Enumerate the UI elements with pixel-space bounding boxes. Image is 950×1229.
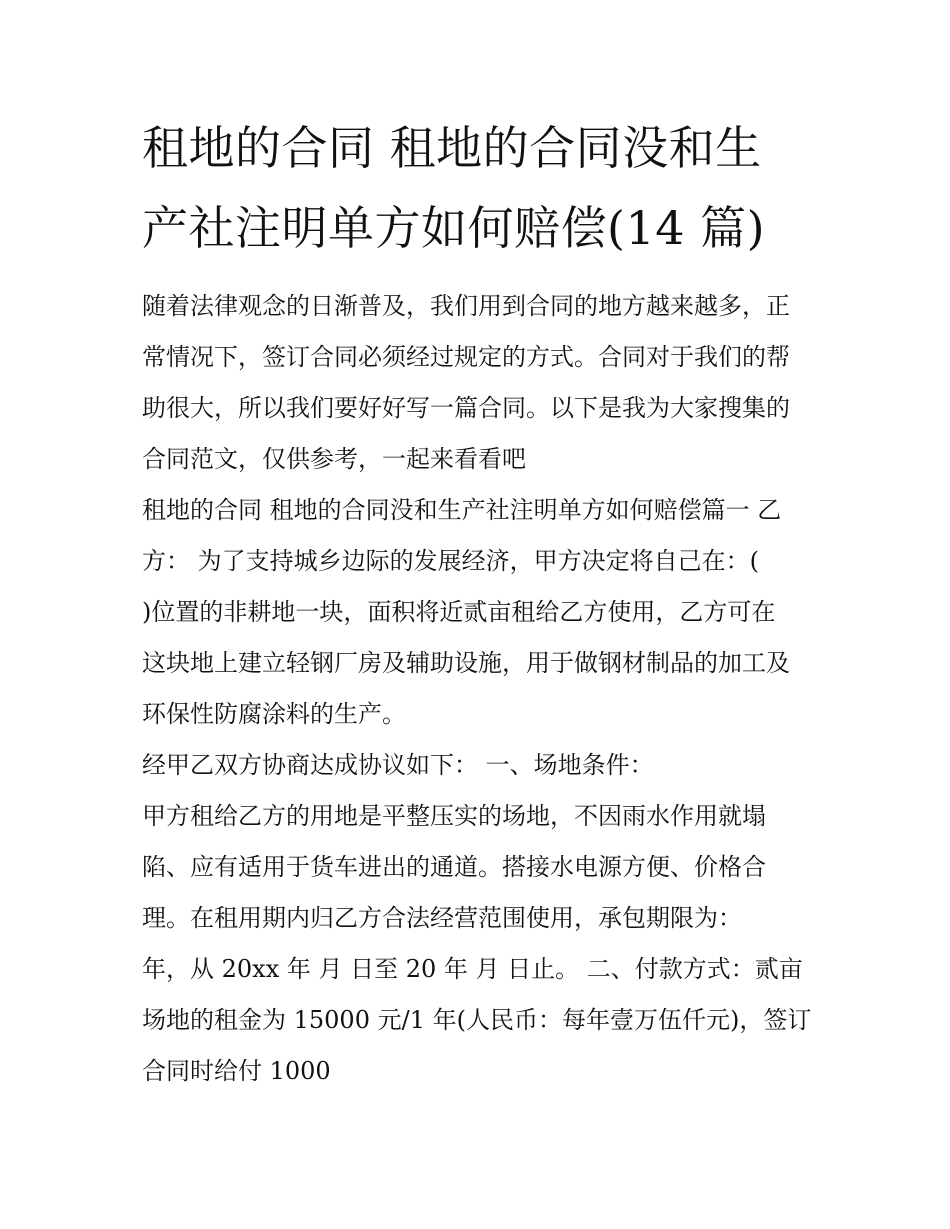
text-line: 助很大，所以我们要好好写一篇合同。以下是我为大家搜集的	[142, 394, 790, 422]
document-page	[142, 108, 817, 1097]
text-line: 经甲乙双方协商达成协议如下： 一、场地条件：	[142, 751, 654, 779]
text-line: 这块地上建立轻钢厂房及辅助设施，用于做钢材制品的加工及	[142, 649, 790, 677]
text-line: 租地的合同 租地的合同没和生产社注明单方如何赔偿篇一 乙	[142, 496, 782, 524]
section-one-paragraph	[142, 485, 817, 740]
text-line: 甲方租给乙方的用地是平整压实的场地，不因雨水作用就塌	[142, 802, 766, 830]
text-line: 年，从 20xx 年 月 日至 20 年 月 日止。 二、付款方式：贰亩	[142, 955, 803, 983]
text-line: 合同范文，仅供参考，一起来看看吧	[142, 445, 526, 473]
text-line: 场地的租金为 15000 元/1 年(人民币：每年壹万伍仟元)，签订	[142, 1006, 812, 1034]
text-line: 方： 为了支持城乡边际的发展经济，甲方决定将自己在：(	[142, 547, 759, 575]
text-line: 随着法律观念的日渐普及，我们用到合同的地方越来越多，正	[142, 292, 790, 320]
text-line: 合同时给付 1000	[142, 1057, 331, 1085]
site-conditions-paragraph	[142, 791, 817, 1097]
text-line: )位置的非耕地一块，面积将近贰亩租给乙方使用，乙方可在	[142, 598, 776, 626]
title-line-1: 租地的合同 租地的合同没和生	[142, 121, 762, 175]
text-line: 陷、应有适用于货车进出的通道。搭接水电源方便、价格合	[142, 853, 766, 881]
title-line-2: 产社注明单方如何赔偿(14 篇)	[142, 201, 766, 255]
document-title	[142, 108, 817, 268]
intro-paragraph	[142, 281, 817, 485]
agreement-heading-paragraph	[142, 740, 817, 791]
text-line: 常情况下，签订合同必须经过规定的方式。合同对于我们的帮	[142, 343, 790, 371]
text-line: 环保性防腐涂料的生产。	[142, 700, 406, 728]
text-line: 理。在租用期内归乙方合法经营范围使用，承包期限为：	[142, 904, 742, 932]
document-body	[142, 281, 817, 1097]
